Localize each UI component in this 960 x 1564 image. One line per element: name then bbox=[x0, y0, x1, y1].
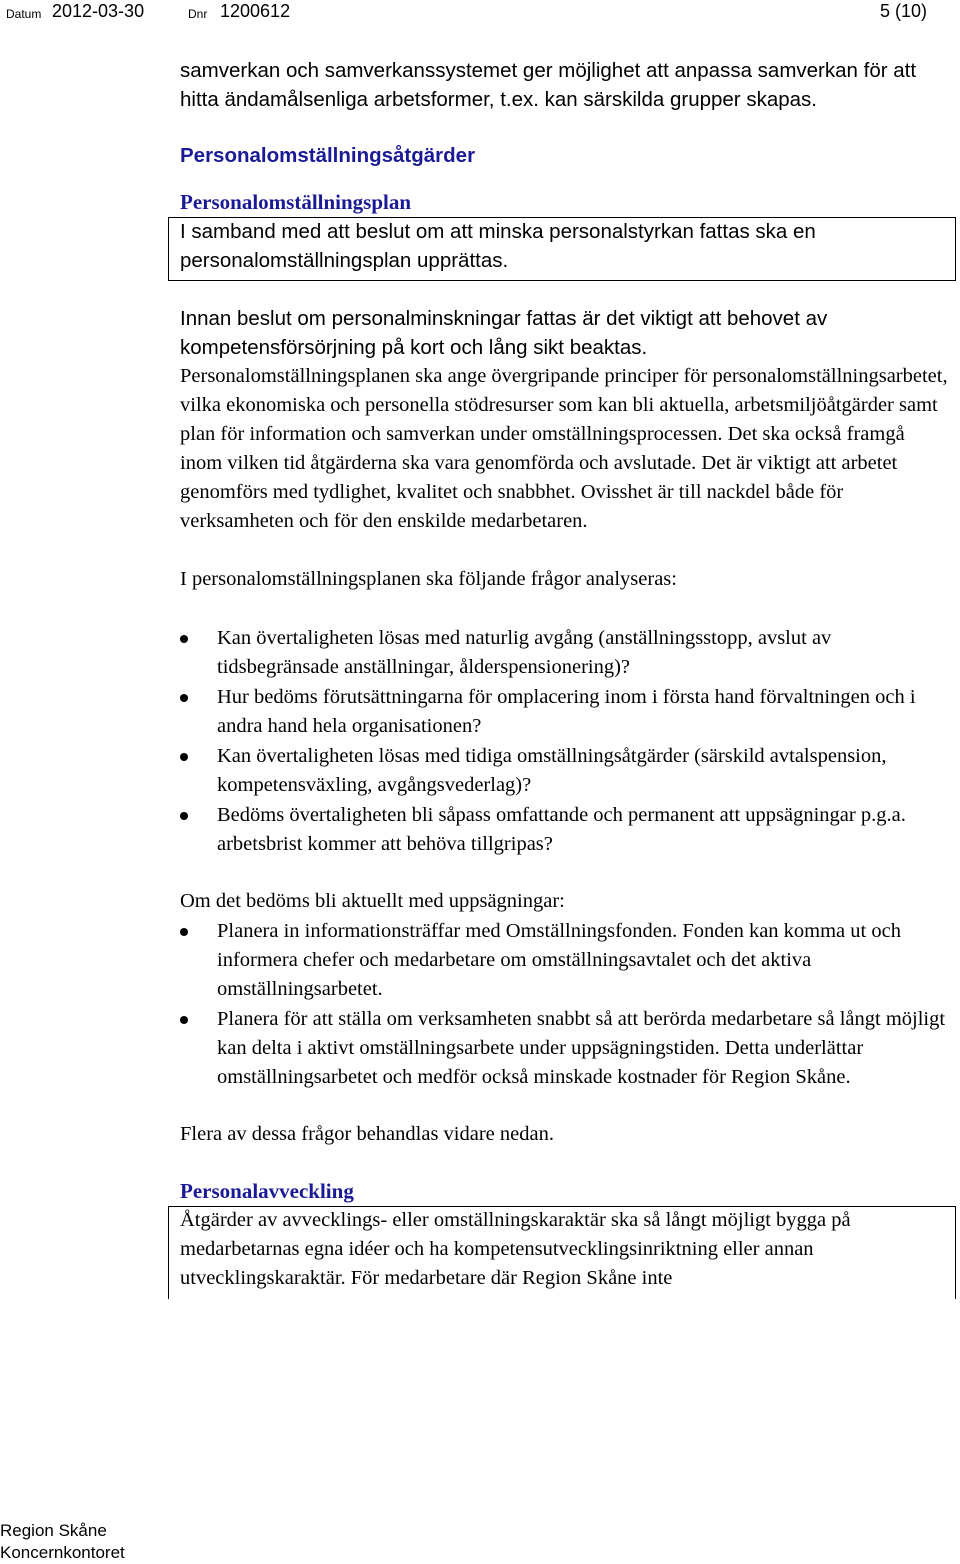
list-item: Planera in informationsträffar med Omställningsfonden. Fonden kan komma ut och informera chefer och medarbetare om omställningsavtalet och det aktiva omställningsarbetet. bbox=[180, 917, 950, 1004]
questions-list bbox=[180, 624, 950, 859]
document-number: 1200612 bbox=[220, 1, 291, 21]
closing-paragraph: Flera av dessa frågor behandlas vidare nedan. bbox=[180, 1123, 554, 1145]
plan-heading: Personalomställningsplan bbox=[180, 190, 412, 214]
bullet-icon bbox=[180, 753, 188, 761]
avveckling-heading: Personalavveckling bbox=[180, 1179, 354, 1203]
bullet-icon bbox=[180, 694, 188, 702]
plan-boxed-text bbox=[180, 217, 950, 275]
layoff-list bbox=[180, 917, 950, 1092]
list-item: Hur bedöms förutsättningarna för omplacering inom i första hand förvaltningen och i andra hand hela organisationen? bbox=[180, 683, 950, 741]
footer-unit: Koncernkontoret bbox=[0, 1543, 125, 1562]
plan-boxed-paragraph: I samband med att beslut om att minska personalstyrkan fattas ska en personalomställningsplan upprättas. bbox=[180, 220, 816, 272]
body-content bbox=[180, 56, 950, 1293]
plan-paragraph-1: Innan beslut om personalminskningar fattas är det viktigt att behovet av kompetensförsörjning på kort och lång sikt beaktas. bbox=[180, 307, 828, 359]
avveckling-boxed-paragraph: Åtgärder av avvecklings- eller omställningskaraktär ska så långt möjligt bygga på medarbetarnas egna idéer och ha kompetensutvecklingsinriktning eller annan utvecklingskaraktär. För medarbetare där Region Skåne inte bbox=[180, 1209, 851, 1289]
bullet-icon bbox=[180, 928, 188, 936]
bullet-icon bbox=[180, 812, 188, 820]
bullet-icon bbox=[180, 1016, 188, 1024]
questions-intro: I personalomställningsplanen ska följande frågor analyseras: bbox=[180, 568, 677, 590]
list-item: Kan övertaligheten lösas med tidiga omställningsåtgärder (särskild avtalspension, kompetensväxling, avgångsvederlag)? bbox=[180, 742, 950, 800]
plan-paragraph-2: Personalomställningsplanen ska ange övergripande principer för personalomställningsarbetet, vilka ekonomiska och personella stödresurser som kan bli aktuella, arbetsmiljöåtgärder samt plan för information och samverkan under omställningsprocessen. Det ska också framgå inom vilken tid åtgärderna ska vara genomförda och avslutade. Det är viktigt att arbetet genomförs med tydlighet, kvalitet och snabbhet. Ovisshet är till nackdel både för verksamheten och för den enskilde medarbetaren. bbox=[180, 365, 948, 532]
dnr-label: Dnr bbox=[188, 7, 208, 21]
footer-org: Region Skåne bbox=[0, 1521, 107, 1540]
list-item: Planera för att ställa om verksamheten snabbt så att berörda medarbetare så långt möjligt kan delta i aktivt omställningsarbete under uppsägningstiden. Detta underlättar omställningsarbetet och medför också minskade kostnader för Region Skåne. bbox=[180, 1005, 950, 1092]
datum-label: Datum bbox=[6, 7, 42, 21]
intro-paragraph: samverkan och samverkanssystemet ger möjlighet att anpassa samverkan för att hitta ändamålsenliga arbetsformer, t.ex. kan särskilda grupper skapas. bbox=[180, 59, 917, 111]
list-item: Bedöms övertaligheten bli såpass omfattande och permanent att uppsägningar p.g.a. arbetsbrist kommer att behöva tillgripas? bbox=[180, 801, 950, 859]
page-header bbox=[0, 0, 960, 26]
page-footer bbox=[0, 1520, 125, 1564]
layoff-intro: Om det bedöms bli aktuellt med uppsägningar: bbox=[180, 890, 565, 912]
list-item: Kan övertaligheten lösas med naturlig avgång (anställningsstopp, avslut av tidsbegränsade anställningar, ålderspensionering)? bbox=[180, 624, 950, 682]
bullet-icon bbox=[180, 635, 188, 643]
page-number: 5 (10) bbox=[880, 1, 928, 21]
avveckling-boxed-text bbox=[180, 1206, 950, 1293]
section-heading: Personalomställningsåtgärder bbox=[180, 144, 476, 167]
document-date: 2012-03-30 bbox=[52, 1, 145, 21]
